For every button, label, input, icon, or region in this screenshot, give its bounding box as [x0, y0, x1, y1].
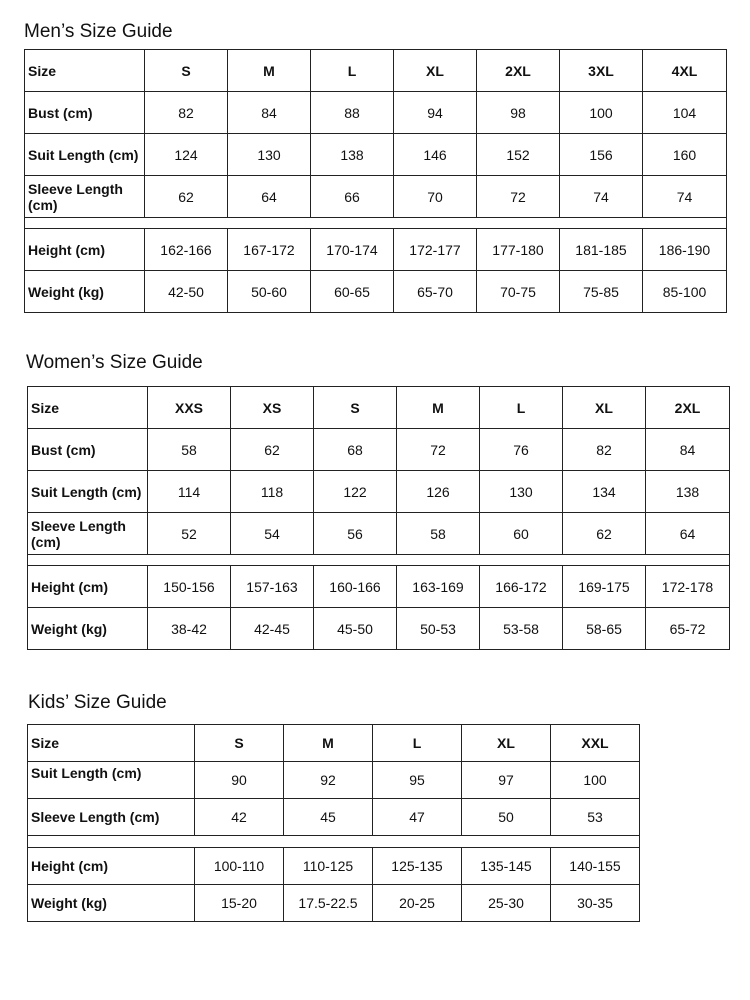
row-label: Sleeve Length (cm) — [28, 799, 195, 836]
table-cell: 17.5-22.5 — [284, 885, 373, 922]
women-size-header-row — [28, 387, 730, 429]
table-cell: 88 — [311, 92, 394, 134]
table-cell: 58 — [397, 513, 480, 555]
table-cell: 95 — [373, 762, 462, 799]
men-size-col: M — [228, 50, 311, 92]
table-cell: 186-190 — [643, 229, 727, 271]
table-cell: 58 — [148, 429, 231, 471]
table-cell: 118 — [231, 471, 314, 513]
table-cell: 100 — [551, 762, 640, 799]
row-label: Bust (cm) — [25, 92, 145, 134]
table-cell: 62 — [231, 429, 314, 471]
table-cell: 70 — [394, 176, 477, 218]
table-cell: 94 — [394, 92, 477, 134]
table-cell: 163-169 — [397, 566, 480, 608]
table-cell: 20-25 — [373, 885, 462, 922]
table-cell: 60-65 — [311, 271, 394, 313]
table-cell: 156 — [560, 134, 643, 176]
men-size-table — [24, 49, 727, 313]
table-cell: 134 — [563, 471, 646, 513]
table-row — [25, 92, 727, 134]
women-size-col: XL — [563, 387, 646, 429]
table-cell: 152 — [477, 134, 560, 176]
table-cell: 60 — [480, 513, 563, 555]
kids-size-col: L — [373, 725, 462, 762]
table-cell: 74 — [643, 176, 727, 218]
table-cell: 84 — [646, 429, 730, 471]
men-size-col: L — [311, 50, 394, 92]
women-size-col: XS — [231, 387, 314, 429]
row-label: Height (cm) — [25, 229, 145, 271]
table-cell: 135-145 — [462, 848, 551, 885]
table-cell: 84 — [228, 92, 311, 134]
table-cell: 100-110 — [195, 848, 284, 885]
table-cell: 162-166 — [145, 229, 228, 271]
table-cell: 66 — [311, 176, 394, 218]
table-cell: 160 — [643, 134, 727, 176]
table-cell: 53 — [551, 799, 640, 836]
row-label: Height (cm) — [28, 566, 148, 608]
kids-size-label: Size — [28, 725, 195, 762]
table-cell: 98 — [477, 92, 560, 134]
table-cell: 177-180 — [477, 229, 560, 271]
table-row — [28, 799, 640, 836]
table-cell: 126 — [397, 471, 480, 513]
table-cell: 76 — [480, 429, 563, 471]
men-size-col: 4XL — [643, 50, 727, 92]
men-size-guide-title: Men’s Size Guide — [24, 21, 173, 42]
separator-cell — [28, 555, 730, 566]
men-size-col: 2XL — [477, 50, 560, 92]
table-cell: 68 — [314, 429, 397, 471]
table-cell: 172-178 — [646, 566, 730, 608]
women-size-label: Size — [28, 387, 148, 429]
table-cell: 166-172 — [480, 566, 563, 608]
table-row — [25, 229, 727, 271]
men-size-col: S — [145, 50, 228, 92]
women-size-table — [27, 386, 730, 650]
kids-size-guide-title: Kids’ Size Guide — [28, 692, 167, 713]
table-cell: 70-75 — [477, 271, 560, 313]
table-cell: 75-85 — [560, 271, 643, 313]
table-cell: 64 — [228, 176, 311, 218]
table-cell: 58-65 — [563, 608, 646, 650]
table-cell: 47 — [373, 799, 462, 836]
separator-cell — [28, 836, 640, 848]
kids-size-col: XL — [462, 725, 551, 762]
table-cell: 42-50 — [145, 271, 228, 313]
kids-size-col: S — [195, 725, 284, 762]
table-row — [28, 885, 640, 922]
women-size-col: 2XL — [646, 387, 730, 429]
kids-size-col: XXL — [551, 725, 640, 762]
row-label: Sleeve Length (cm) — [25, 176, 145, 218]
table-row — [25, 176, 727, 218]
table-cell: 82 — [145, 92, 228, 134]
men-size-header-row — [25, 50, 727, 92]
table-cell: 52 — [148, 513, 231, 555]
kids-size-col: M — [284, 725, 373, 762]
row-label: Suit Length (cm) — [28, 762, 195, 799]
table-cell: 62 — [563, 513, 646, 555]
table-cell: 138 — [311, 134, 394, 176]
table-cell: 130 — [228, 134, 311, 176]
table-row — [25, 134, 727, 176]
table-cell: 54 — [231, 513, 314, 555]
table-cell: 85-100 — [643, 271, 727, 313]
women-size-col: M — [397, 387, 480, 429]
table-cell: 65-70 — [394, 271, 477, 313]
table-cell: 160-166 — [314, 566, 397, 608]
table-cell: 25-30 — [462, 885, 551, 922]
table-cell: 100 — [560, 92, 643, 134]
table-cell: 104 — [643, 92, 727, 134]
table-cell: 72 — [397, 429, 480, 471]
table-cell: 146 — [394, 134, 477, 176]
table-row — [28, 848, 640, 885]
table-cell: 124 — [145, 134, 228, 176]
table-cell: 97 — [462, 762, 551, 799]
table-cell: 65-72 — [646, 608, 730, 650]
women-size-col: XXS — [148, 387, 231, 429]
table-cell: 157-163 — [231, 566, 314, 608]
table-cell: 140-155 — [551, 848, 640, 885]
table-row — [28, 762, 640, 799]
table-cell: 82 — [563, 429, 646, 471]
row-label: Weight (kg) — [28, 608, 148, 650]
table-cell: 74 — [560, 176, 643, 218]
men-size-col: XL — [394, 50, 477, 92]
table-cell: 56 — [314, 513, 397, 555]
row-label: Suit Length (cm) — [25, 134, 145, 176]
table-cell: 50-53 — [397, 608, 480, 650]
table-cell: 130 — [480, 471, 563, 513]
separator-cell — [25, 218, 727, 229]
table-cell: 110-125 — [284, 848, 373, 885]
table-cell: 30-35 — [551, 885, 640, 922]
kids-size-table — [27, 724, 640, 922]
women-size-col: L — [480, 387, 563, 429]
women-size-col: S — [314, 387, 397, 429]
table-cell: 50 — [462, 799, 551, 836]
table-cell: 38-42 — [148, 608, 231, 650]
separator-row — [28, 836, 640, 848]
table-cell: 64 — [646, 513, 730, 555]
row-label: Weight (kg) — [25, 271, 145, 313]
table-cell: 150-156 — [148, 566, 231, 608]
table-cell: 92 — [284, 762, 373, 799]
table-cell: 42 — [195, 799, 284, 836]
table-cell: 138 — [646, 471, 730, 513]
table-cell: 172-177 — [394, 229, 477, 271]
kids-size-header-row — [28, 725, 640, 762]
table-row — [28, 513, 730, 555]
table-cell: 72 — [477, 176, 560, 218]
table-cell: 181-185 — [560, 229, 643, 271]
row-label: Bust (cm) — [28, 429, 148, 471]
table-cell: 45 — [284, 799, 373, 836]
table-cell: 45-50 — [314, 608, 397, 650]
table-row — [28, 566, 730, 608]
table-cell: 125-135 — [373, 848, 462, 885]
table-cell: 50-60 — [228, 271, 311, 313]
separator-row — [25, 218, 727, 229]
table-cell: 122 — [314, 471, 397, 513]
row-label: Weight (kg) — [28, 885, 195, 922]
table-row — [28, 429, 730, 471]
men-size-label: Size — [25, 50, 145, 92]
table-cell: 62 — [145, 176, 228, 218]
table-row — [28, 471, 730, 513]
table-row — [28, 608, 730, 650]
separator-row — [28, 555, 730, 566]
table-cell: 167-172 — [228, 229, 311, 271]
table-cell: 53-58 — [480, 608, 563, 650]
table-cell: 169-175 — [563, 566, 646, 608]
women-size-guide-title: Women’s Size Guide — [26, 352, 203, 373]
table-cell: 42-45 — [231, 608, 314, 650]
table-row — [25, 271, 727, 313]
men-size-col: 3XL — [560, 50, 643, 92]
row-label: Sleeve Length (cm) — [28, 513, 148, 555]
table-cell: 90 — [195, 762, 284, 799]
row-label: Suit Length (cm) — [28, 471, 148, 513]
table-cell: 15-20 — [195, 885, 284, 922]
table-cell: 114 — [148, 471, 231, 513]
table-cell: 170-174 — [311, 229, 394, 271]
row-label: Height (cm) — [28, 848, 195, 885]
